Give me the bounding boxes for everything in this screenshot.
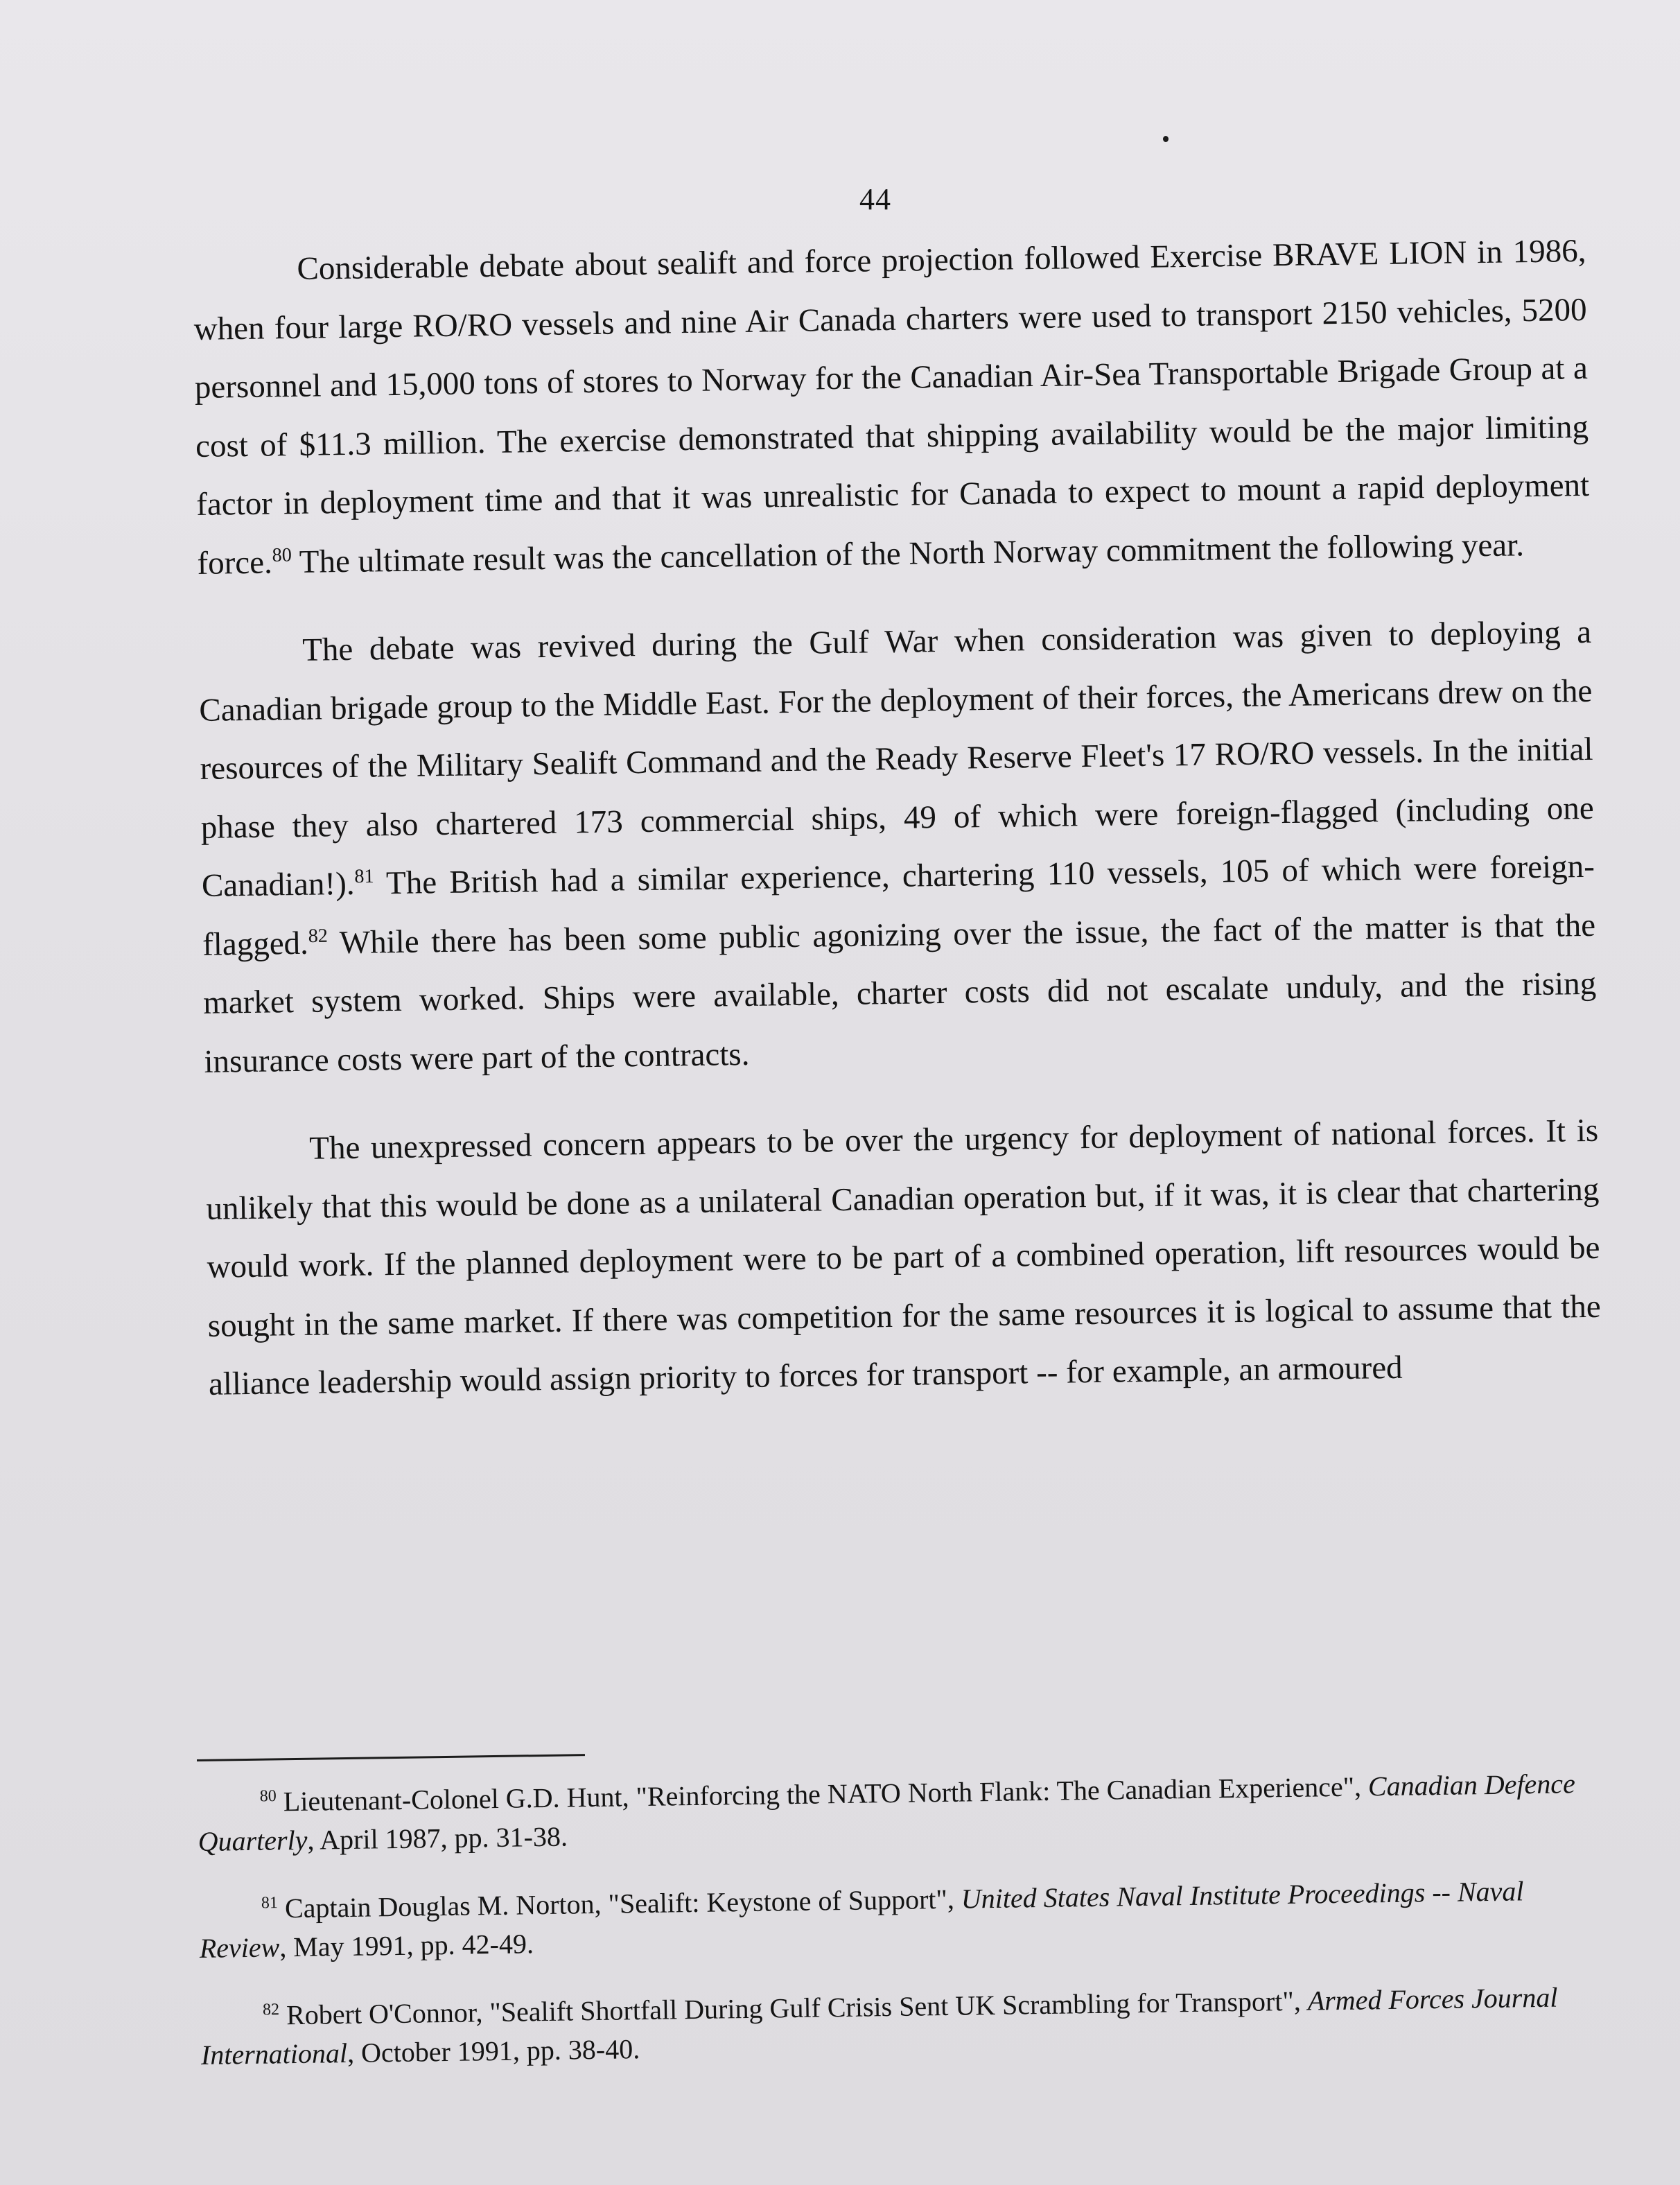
- footnote-marker: 80: [272, 543, 292, 566]
- italic-title: United States Naval Institute Proceedings -- Naval Review: [199, 1875, 1524, 1964]
- footnote-marker: 82: [308, 925, 329, 947]
- footnotes: [197, 1740, 1595, 2104]
- footnote-rule: [197, 1754, 585, 1761]
- paragraph: Considerable debate about sealift and force projection followed Exercise BRAVE LION in 1986, when four large RO/RO vessels and nine Air Canada charters were used to transport 2150 vehicles, 5200 personnel and 15,000 tons of stores to Norway for the Canadian Air-Sea Transportable Brigade Group at a cost of $11.3 million. The exercise demonstrated that shipping availability would be the major limiting factor in deployment time and that it was unrealistic for Canada to expect to mount a rapid deployment force.$^{80}$ The ultimate result was the cancellation of the North Norway commitment the following year.: [193, 232, 1590, 582]
- body-text: [193, 222, 1602, 1443]
- paragraph: The debate was revived during the Gulf War when consideration was given to deploying a Canadian brigade group to the Middle East. For the deployment of their forces, the Americans drew on the resources of the Military Sealift Command and the Ready Reserve Fleet's 17 RO/RO vessels. In the initial phase they also chartered 173 commercial ships, 49 of which were foreign-flagged (including one Canadian!).$^{81}$ The British had a similar experience, chartering 110 vessels, 105 of which were foreign-flagged.$^{82}$ While there has been some public agonizing over the issue, the fact of the matter is that the market system worked. Ships were available, charter costs did not escalate unduly, and the rising insurance costs were part of the contracts.: [199, 613, 1597, 1080]
- ink-speck: [1163, 136, 1169, 142]
- footnote-marker: 80: [259, 1787, 277, 1806]
- page-number: 44: [859, 182, 891, 216]
- footnote-marker: 82: [262, 2001, 280, 2019]
- italic-title: Canadian Defence Quarterly: [198, 1768, 1576, 1857]
- footnote-marker: 81: [354, 865, 374, 888]
- footnote: $^{80}$ Lieutenant-Colonel G.D. Hunt, "Reinforcing the NATO North Flank: The Canadian Experience", Canadian Defence Quarterly, April 1987, pp. 31-38.: [198, 1768, 1576, 1857]
- italic-title: Armed Forces Journal International: [200, 1981, 1558, 2071]
- footnote: $^{82}$ Robert O'Connor, "Sealift Shortfall During Gulf Crisis Sent UK Scrambling for Transport", Armed Forces Journal International, October 1991, pp. 38-40.: [200, 1981, 1558, 2071]
- paragraph: The unexpressed concern appears to be over the urgency for deployment of national forces. It is unlikely that this would be done as a unilateral Canadian operation but, if it was, it is clear that chartering would work. If the planned deployment were to be part of a combined operation, lift resources would be sought in the same market. If there was competition for the same resources it is logical to assume that the alliance leadership would assign priority to forces for transport -- for example, an armoured: [206, 1112, 1602, 1402]
- footnote-marker: 81: [261, 1894, 279, 1913]
- footnote: $^{81}$ Captain Douglas M. Norton, "Sealift: Keystone of Support", United States Naval Institute Proceedings -- Naval Review, May 1991, pp. 42-49.: [199, 1875, 1524, 1964]
